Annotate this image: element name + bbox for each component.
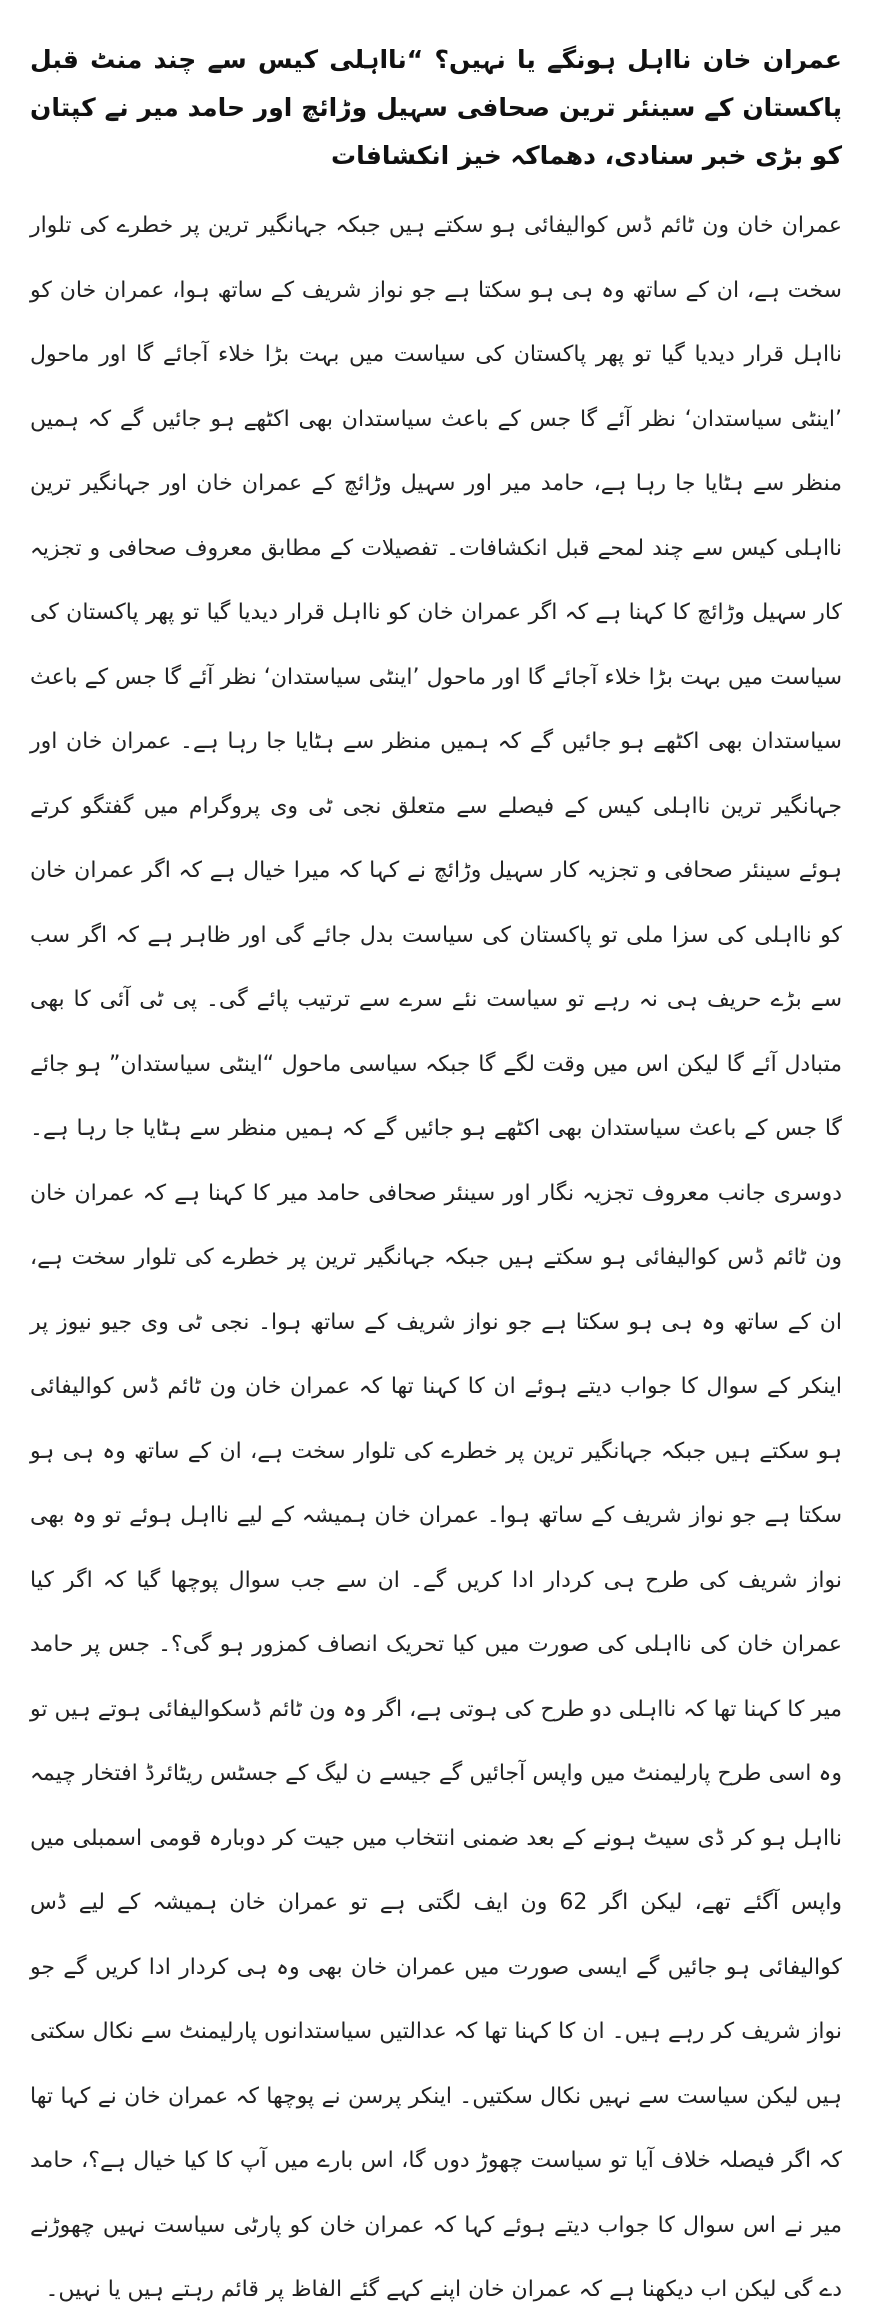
article-headline: عمران خان نااہل ہونگے یا نہیں؟ “نااہلی کیس سے چند منٹ قبل پاکستان کے سینئر ترین صحافی سہیل وڑائچ اور حامد میر نے کپتان کو بڑی خبر سنادی، دھماکہ خیز انکشافات	[30, 45, 842, 170]
article-body: عمران خان ون ٹائم ڈس کوالیفائی ہو سکتے ہیں جبکہ جہانگیر ترین پر خطرے کی تلوار سخت ہے، ان کے ساتھ وہ ہی ہو سکتا ہے جو نواز شریف کے ساتھ ہوا، عمران خان کو نااہل قرار دیدیا گیا تو پھر پاکستان کی سیاست میں بہت بڑا خلاء آجائے گا اور ماحول ’اینٹی سیاستدان‘ نظر آئے گا جس کے باعث سیاستدان بھی اکٹھے ہو جائیں گے کہ ہمیں منظر سے ہٹایا جا رہا ہے، حامد میر اور سہیل وڑائچ کے عمران خان اور جہانگیر ترین نااہلی کیس سے چند لمحے قبل انکشافات۔ تفصیلات کے مطابق معروف صحافی و تجزیہ کار سہیل وڑائچ کا کہنا ہے کہ اگر عمران خان کو نااہل قرار دیدیا گیا تو پھر پاکستان کی سیاست میں بہت بڑا خلاء آجائے گا اور ماحول ’اینٹی سیاستدان‘ نظر آئے گا جس کے باعث سیاستدان بھی اکٹھے ہو جائیں گے کہ ہمیں منظر سے ہٹایا جا رہا ہے۔ عمران خان اور جہانگیر ترین نااہلی کیس کے فیصلے سے متعلق نجی ٹی وی پروگرام میں گفتگو کرتے ہوئے سینئر صحافی و تجزیہ کار سہیل وڑائچ نے کہا کہ میرا خیال ہے کہ اگر عمران خان کو نااہلی کی سزا ملی تو پاکستان کی سیاست بدل جائے گی اور ظاہر ہے کہ اگر سب سے بڑے حریف ہی نہ رہے تو سیاست نئے سرے سے ترتیب پائے گی۔ پی ٹی آئی کا بھی متبادل آئے گا لیکن اس میں وقت لگے گا جبکہ سیاسی ماحول “اینٹی سیاستدان” ہو جائے گا جس کے باعث سیاستدان بھی اکٹھے ہو جائیں گے کہ ہمیں منظر سے ہٹایا جا رہا ہے۔ دوسری جانب معروف تجزیہ نگار اور سینئر صحافی حامد میر کا کہنا ہے کہ عمران خان ون ٹائم ڈس کوالیفائی ہو سکتے ہیں جبکہ جہانگیر ترین پر خطرے کی تلوار سخت ہے، ان کے ساتھ وہ ہی ہو سکتا ہے جو نواز شریف کے ساتھ ہوا۔ نجی ٹی وی جیو نیوز پر اینکر کے سوال کا جواب دیتے ہوئے ان کا کہنا تھا کہ عمران خان ون ٹائم ڈس کوالیفائی ہو سکتے ہیں جبکہ جہانگیر ترین پر خطرے کی تلوار سخت ہے، ان کے ساتھ وہ ہی ہو سکتا ہے جو نواز شریف کے ساتھ ہوا۔ عمران خان ہمیشہ کے لیے نااہل ہوئے تو وہ بھی نواز شریف کی طرح ہی کردار ادا کریں گے۔ ان سے جب سوال پوچھا گیا کہ اگر کیا عمران خان کی نااہلی کی صورت میں کیا تحریک انصاف کمزور ہو گی؟۔ جس پر حامد میر کا کہنا تھا کہ نااہلی دو طرح کی ہوتی ہے، اگر وہ ون ٹائم ڈسکوالیفائی ہوتے ہیں تو وہ اسی طرح پارلیمنٹ میں واپس آجائیں گے جیسے ن لیگ کے جسٹس ریٹائرڈ افتخار چیمہ نااہل ہو کر ڈی سیٹ ہونے کے بعد ضمنی انتخاب میں جیت کر دوبارہ قومی اسمبلی میں واپس آگئے تھے، لیکن اگر 62 ون ایف لگتی ہے تو عمران خان ہمیشہ کے لیے ڈس کوالیفائی ہو جائیں گے ایسی صورت میں عمران خان بھی وہ ہی کردار ادا کریں گے جو نواز شریف کر رہے ہیں۔ ان کا کہنا تھا کہ عدالتیں سیاستدانوں پارلیمنٹ سے نکال سکتی ہیں لیکن سیاست سے نہیں نکال سکتیں۔ اینکر پرسن نے پوچھا کہ عمران خان نے کہا تھا کہ اگر فیصلہ خلاف آیا تو سیاست چھوڑ دوں گا، اس بارے میں آپ کا کیا خیال ہے؟، حامد میر نے اس سوال کا جواب دیتے ہوئے کہا کہ عمران خان کو پارٹی سیاست نہیں چھوڑنے دے گی لیکن اب دیکھنا ہے کہ عمران خان اپنے کہے گئے الفاظ پر قائم رہتے ہیں یا نہیں۔	[30, 213, 842, 2302]
